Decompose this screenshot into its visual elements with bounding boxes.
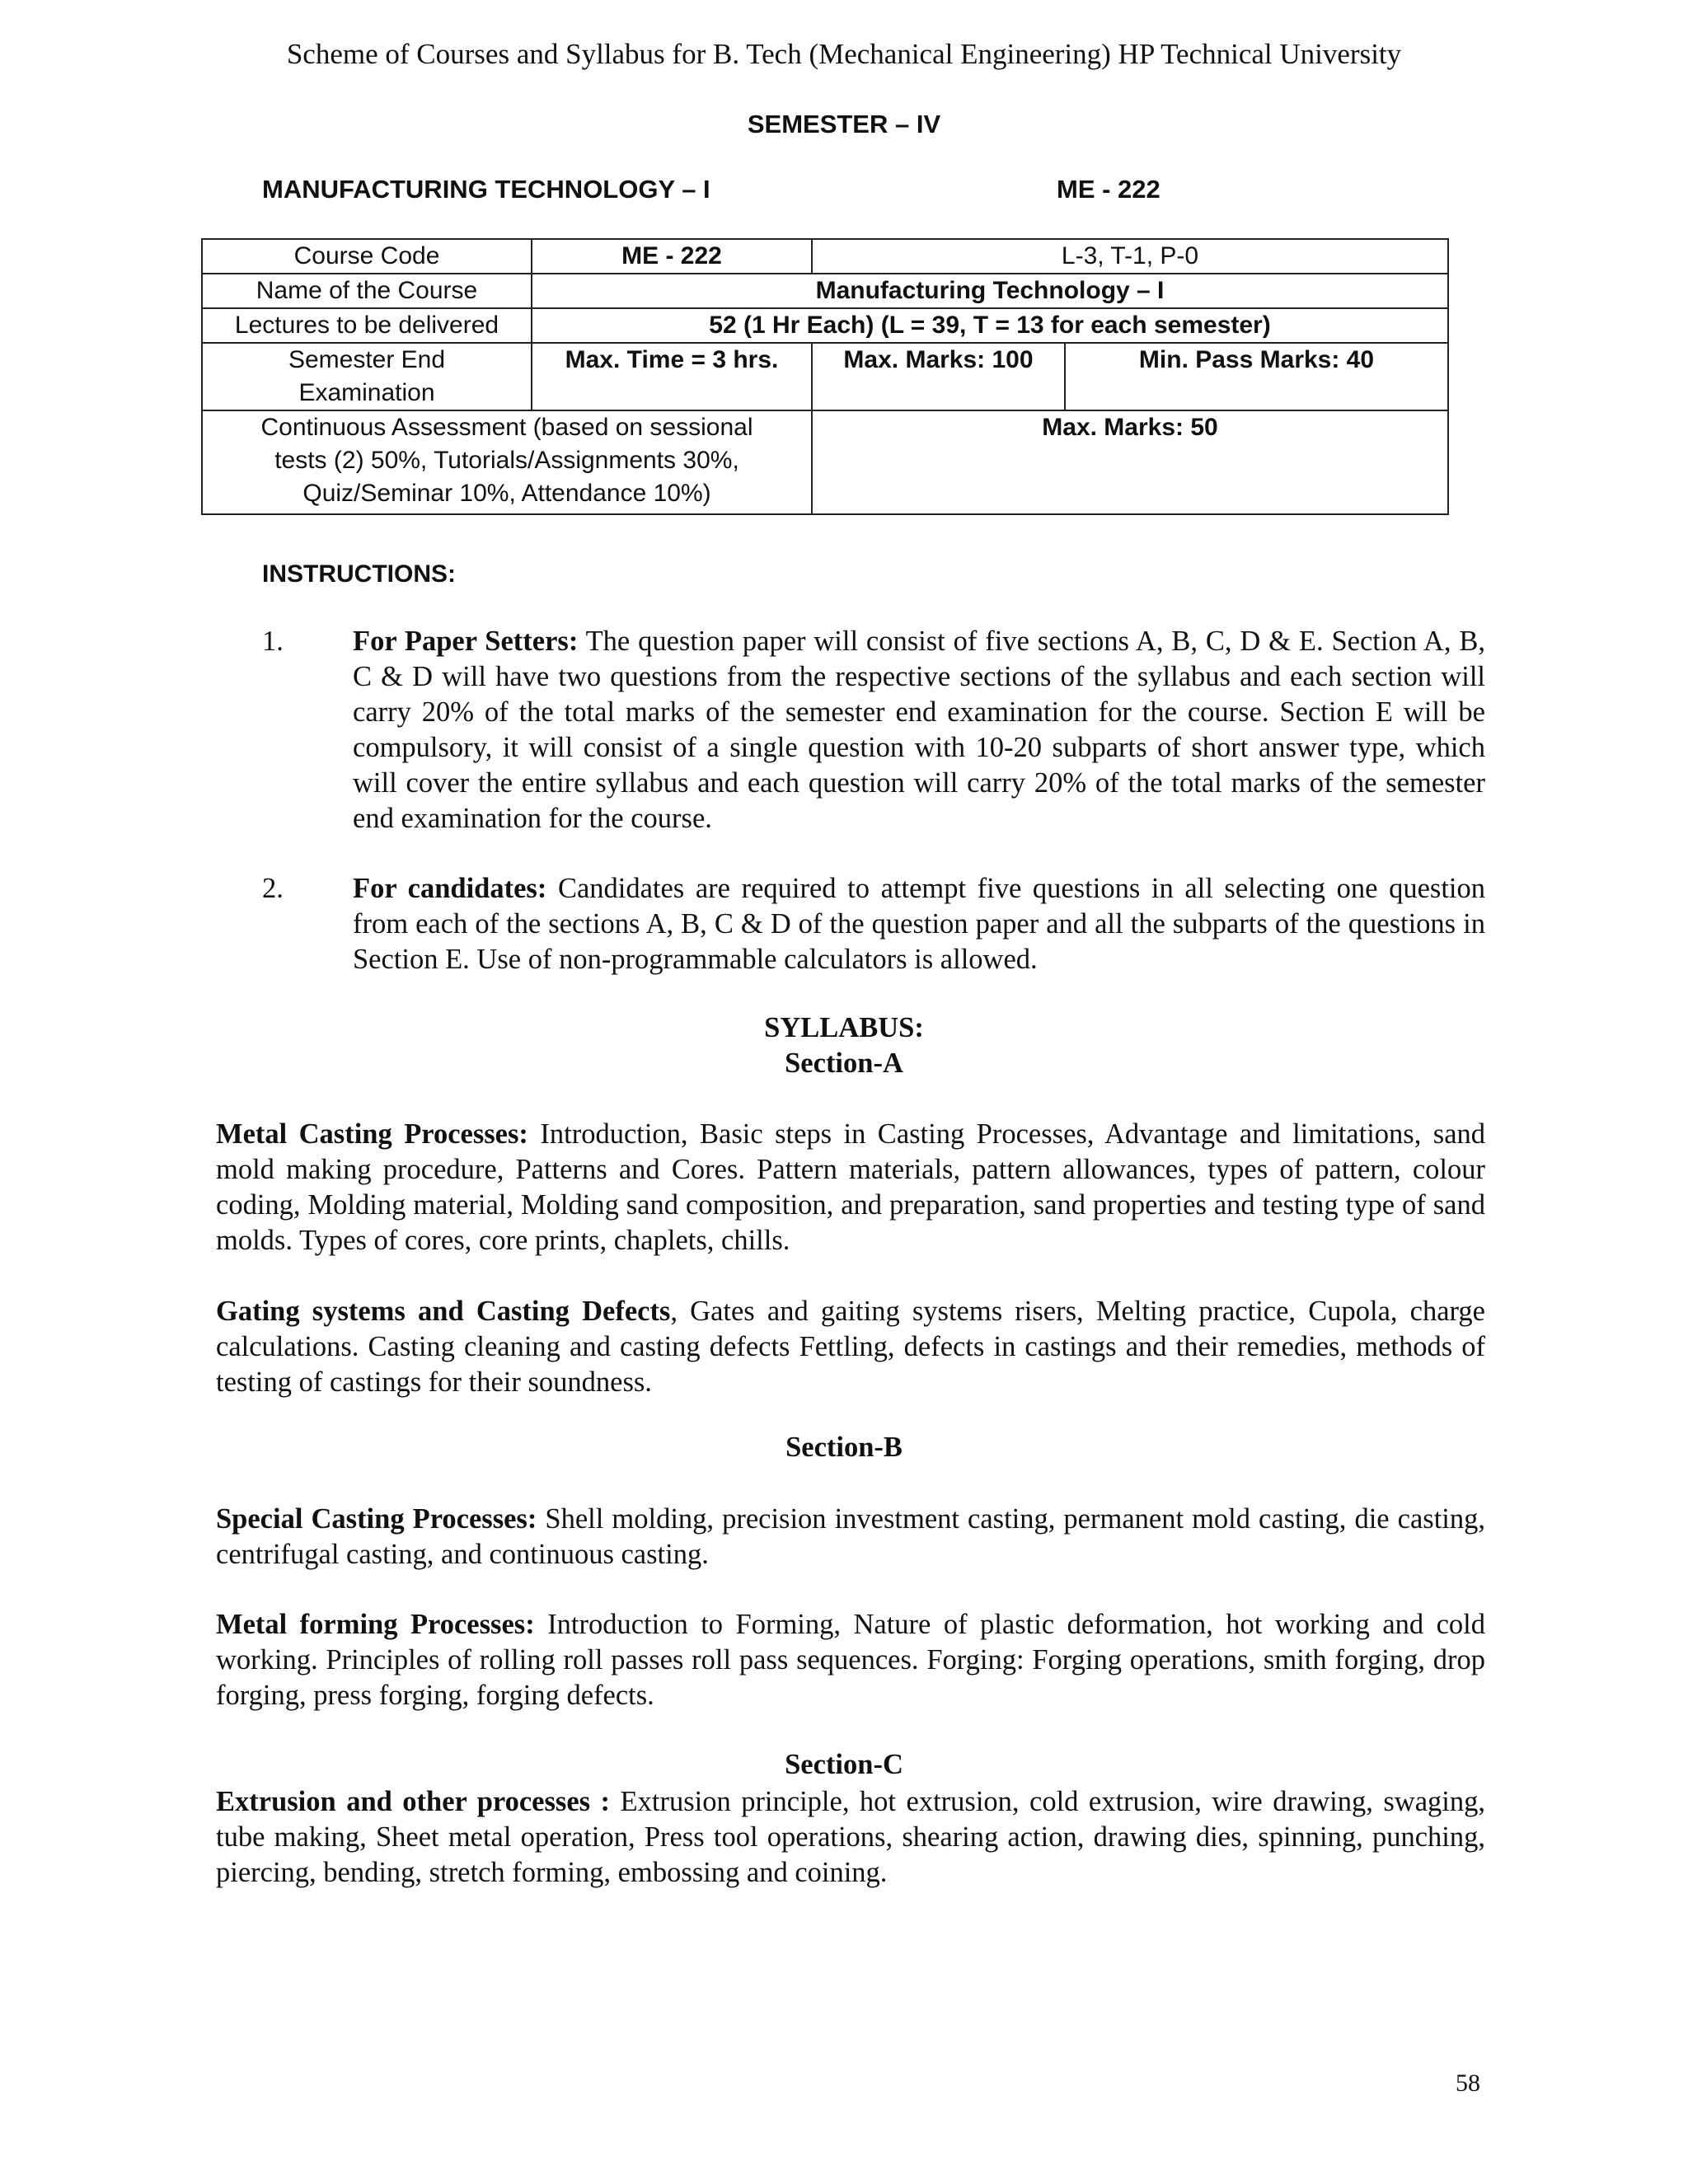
syllabus-paragraph	[216, 1607, 1485, 1713]
instruction-item	[262, 624, 1485, 837]
topic-label: Special Casting Processes:	[216, 1503, 537, 1535]
section-a-heading: Section-A	[785, 1047, 903, 1079]
min-pass-value: Min. Pass Marks: 40	[1065, 343, 1448, 410]
course-info-table	[201, 238, 1449, 515]
table-row	[202, 410, 1448, 514]
instructions-heading: INSTRUCTIONS:	[262, 560, 456, 588]
instruction-label: For Paper Setters:	[353, 626, 579, 657]
topic-text: Introduction, Basic steps in Casting Processes, Advantage and limitations, sand mold making procedure, Patterns and Cores. Pattern materials, pattern allowances, types of pattern, colour coding, Molding material, Molding sand composition, and preparation, sand properties and testing type of sand molds. Types of cores, core prints, chaplets, chills.	[216, 1118, 1486, 1256]
topic-label: Metal Casting Processes:	[216, 1118, 528, 1150]
instruction-number: 2.	[262, 873, 284, 904]
course-name-value: Manufacturing Technology – I	[532, 274, 1448, 308]
exam-label: Semester End Examination	[202, 343, 532, 410]
max-time-value: Max. Time = 3 hrs.	[532, 343, 812, 410]
page-number: 58	[1456, 2069, 1480, 2097]
section-c-heading: Section-C	[785, 1749, 903, 1780]
continuous-assessment-label: Continuous Assessment (based on sessional tests (2) 50%, Tutorials/Assignments 30%, Quiz/Seminar 10%, Attendance 10%)	[202, 410, 812, 514]
topic-label: Extrusion and other processes :	[216, 1786, 611, 1817]
topic-text: , Gates and gaiting systems risers, Melting practice, Cupola, charge calculations. Casting cleaning and casting defects Fettling, defects in castings and their remedies, methods of testing of castings for their soundness.	[216, 1296, 1485, 1398]
ltp-value: L-3, T-1, P-0	[812, 239, 1448, 274]
table-row	[202, 343, 1448, 410]
syllabus-heading: SYLLABUS:	[764, 1012, 924, 1043]
topic-label: Gating systems and Casting Defects	[216, 1296, 671, 1327]
topic-text: Extrusion principle, hot extrusion, cold extrusion, wire drawing, swaging, tube making, Sheet metal operation, Press tool operations, shearing action, drawing dies, spinning, punching, piercing, bending, stretch forming, embossing and coining.	[216, 1786, 1485, 1888]
max-marks-value: Max. Marks: 100	[812, 343, 1065, 410]
running-header: Scheme of Courses and Syllabus for B. Tech (Mechanical Engineering) HP Technical University	[286, 38, 1402, 70]
instruction-item	[262, 871, 1485, 977]
section-b-heading: Section-B	[785, 1432, 903, 1463]
syllabus-paragraph	[216, 1117, 1485, 1258]
table-row	[202, 274, 1448, 308]
instruction-number: 1.	[262, 626, 284, 657]
course-title: MANUFACTURING TECHNOLOGY – I	[262, 175, 710, 204]
syllabus-paragraph	[216, 1784, 1485, 1891]
syllabus-paragraph	[216, 1294, 1485, 1400]
course-name-label: Name of the Course	[202, 274, 532, 308]
topic-text: Shell molding, precision investment casting, permanent mold casting, die casting, centrifugal casting, and continuous casting.	[216, 1503, 1486, 1570]
table-row	[202, 239, 1448, 274]
course-code-label: Course Code	[202, 239, 532, 274]
table-row	[202, 308, 1448, 343]
course-code-heading: ME - 222	[1057, 175, 1160, 204]
continuous-assessment-marks: Max. Marks: 50	[812, 410, 1448, 514]
topic-label: Metal forming Processes:	[216, 1609, 535, 1640]
instruction-text: The question paper will consist of five sections A, B, C, D & E. Section A, B, C & D will have two questions from the respective sections of the syllabus and each section will carry 20% of the total marks of the semester end examination for the course. Section E will be compulsory, it will consist of a single question with 10-20 subparts of short answer type, which will cover the entire syllabus and each question will carry 20% of the total marks of the semester end examination for the course.	[353, 626, 1485, 834]
semester-heading: SEMESTER – IV	[747, 110, 941, 138]
topic-text: Introduction to Forming, Nature of plastic deformation, hot working and cold working. Principles of rolling roll passes roll pass sequences. Forging: Forging operations, smith forging, drop forging, press forging, forging defects.	[216, 1609, 1486, 1711]
course-code-value: ME - 222	[532, 239, 812, 274]
instruction-label: For candidates:	[353, 873, 547, 904]
syllabus-paragraph	[216, 1502, 1485, 1572]
lectures-value: 52 (1 Hr Each) (L = 39, T = 13 for each semester)	[532, 308, 1448, 343]
instruction-text: Candidates are required to attempt five questions in all selecting one question from each of the sections A, B, C & D of the question paper and all the subparts of the questions in Section E. Use of non-programmable calculators is allowed.	[353, 873, 1485, 975]
lectures-label: Lectures to be delivered	[202, 308, 532, 343]
